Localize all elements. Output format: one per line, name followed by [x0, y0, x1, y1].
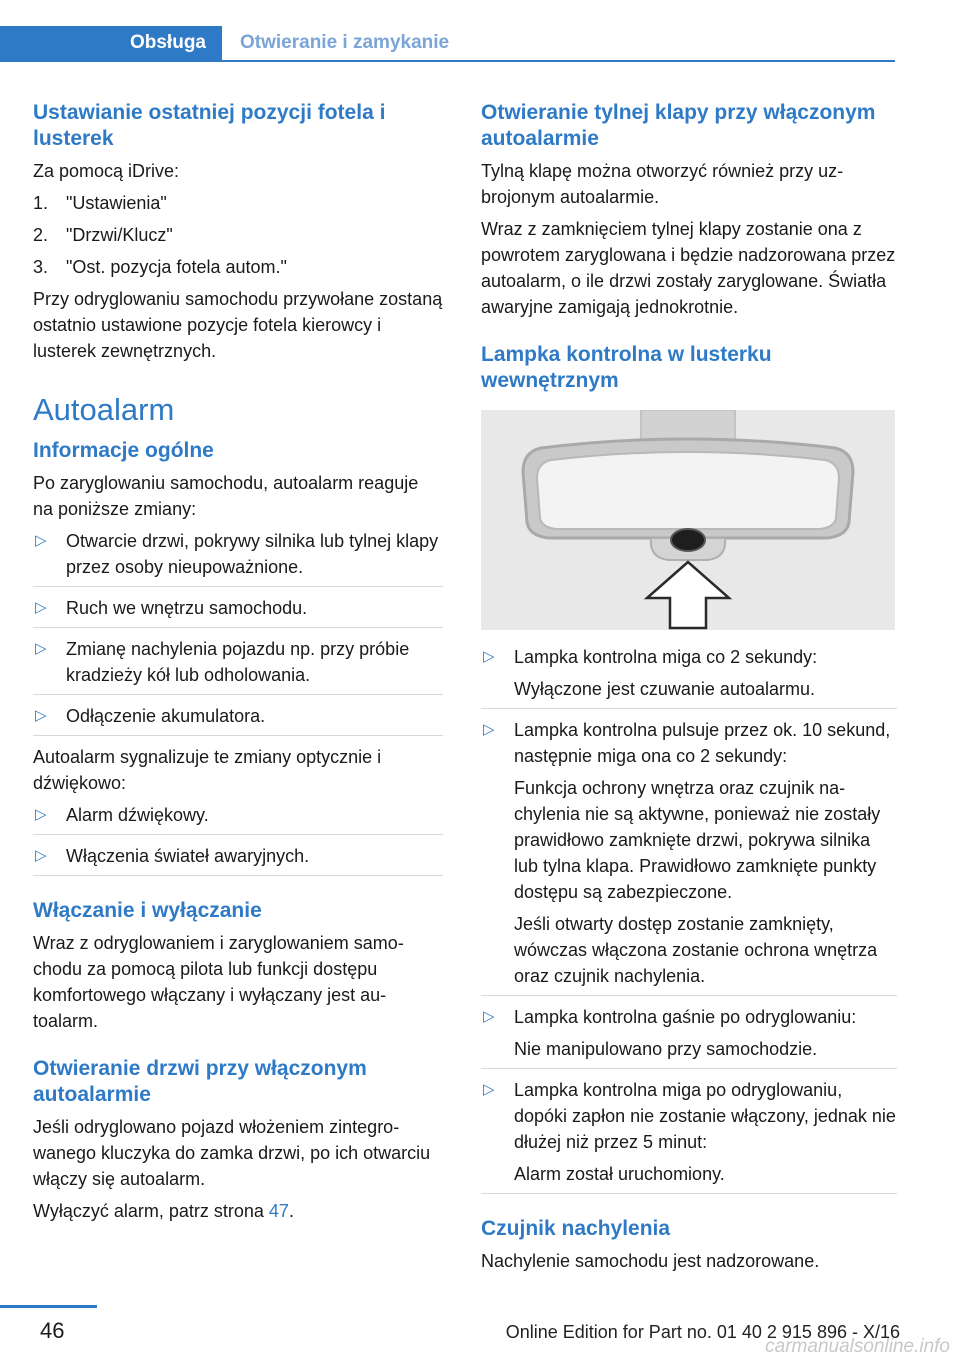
triangle-bullet-icon: ▷	[483, 1008, 495, 1025]
list-item: ▷ Lampka kontrolna pulsuje przez ok. 10 sekund, następnie miga ona co 2 sekundy: Funkcja ochrony wnętrza oraz czujnik nachylenia nie są aktywne, ponieważ nie zostały prawidłowo zamknięte drzwi, pokrywa silnika lub tylna klapa. Prawidłowo zamknięte punkty dostępu są zabezpieczone. Jeśli otwarty dostęp zostanie zamknięty, wówczas włączona zostanie ochrona wnętrza oraz czujnik nachylenia.	[481, 717, 897, 996]
footer-accent-line	[0, 1305, 97, 1308]
right-column	[481, 100, 897, 1280]
alarm-signals-list	[33, 802, 443, 876]
left-column	[33, 100, 443, 1230]
triangle-bullet-icon: ▷	[35, 532, 47, 549]
triangle-bullet-icon: ▷	[483, 721, 495, 738]
seat-memory-body: Przy odryglowaniu samochodu przywołane zostaną ostatnio ustawione pozycje fotela kierowcy i lusterek zewnętrznych.	[33, 289, 443, 361]
triangle-bullet-icon: ▷	[483, 1081, 495, 1098]
tab-section-label: Otwieranie i zamykanie	[240, 32, 450, 53]
list-item: ▷ Otwarcie drzwi, pokrywy silnika lub tylnej klapy przez osoby nieupoważnione.	[33, 528, 443, 587]
heading-seat-memory: Ustawianie ostatniej pozycji fotela i lusterek	[33, 101, 386, 150]
header-tabbar	[0, 26, 895, 62]
tab-obsluga-label: Obsługa	[129, 32, 206, 53]
indicator-states-list	[481, 644, 897, 1194]
triangle-bullet-icon: ▷	[35, 599, 47, 616]
footer-edition: Online Edition for Part no. 01 40 2 915 896 - X/16	[505, 1322, 900, 1342]
list-item: ▷ Lampka kontrolna miga co 2 sekundy: Wyłączone jest czuwanie autoalarmu.	[481, 644, 897, 709]
triangle-bullet-icon: ▷	[35, 847, 47, 864]
page-link[interactable]: 47	[268, 1201, 289, 1221]
heading-on-off: Włączanie i wyłączanie	[33, 899, 262, 922]
heading-autoalarm: Autoalarm	[33, 392, 175, 427]
tab-obsluga[interactable]	[0, 26, 222, 60]
list-item: 3. "Ost. pozycja fotela autom."	[33, 257, 287, 277]
triangle-bullet-icon: ▷	[35, 640, 47, 657]
disable-alarm-ref: Wyłączyć alarm, patrz strona 47.	[33, 1201, 294, 1221]
list-item: ▷ Alarm dźwiękowy.	[33, 802, 443, 835]
list-item: ▷ Zmianę nachylenia pojazdu np. przy próbie kradzieży kół lub odholowania.	[33, 636, 443, 695]
list-item: ▷ Lampka kontrolna gaśnie po odryglowaniu: Nie manipulowano przy samochodzie.	[481, 1004, 897, 1069]
on-off-body: Wraz z odryglowaniem i zaryglowaniem samochodu za pomocą pilota lub funkcji dostępu komfortowego włączany i wyłączany jest autoalarm.	[33, 933, 404, 1031]
triangle-bullet-icon: ▷	[35, 707, 47, 724]
heading-door-open-alarm: Otwieranie drzwi przy włączonym autoalarmie	[33, 1057, 367, 1106]
alarm-signal-body: Autoalarm sygnalizuje te zmiany optycznie i dźwiękowo:	[33, 747, 382, 793]
heading-tilt-sensor: Czujnik nachylenia	[481, 1217, 671, 1240]
seat-memory-steps	[33, 190, 443, 280]
list-item: ▷ Ruch we wnętrzu samochodu.	[33, 595, 443, 628]
tab-section[interactable]	[240, 26, 449, 60]
triangle-bullet-icon: ▷	[35, 806, 47, 823]
heading-indicator-lamp: Lampka kontrolna w lusterku wewnętrznym	[481, 343, 772, 392]
tilt-sensor-body: Nachylenie samochodu jest nadzorowane.	[481, 1251, 820, 1271]
list-item: ▷ Włączenia świateł awaryjnych.	[33, 843, 443, 876]
alarm-triggers-list	[33, 528, 443, 736]
list-item: 2. "Drzwi/Klucz"	[33, 225, 173, 245]
tailgate-alarm-p2: Wraz z zamknięciem tylnej klapy zostanie ona z powrotem zaryglowana i będzie nadzorowana przez autoalarm, o ile drzwi zostały zaryglowane. Światła awaryjne zamigają jednokrotnie.	[481, 219, 896, 317]
mirror-indicator-image	[481, 410, 895, 630]
tailgate-alarm-p1: Tylną klapę można otworzyć również przy uzbrojonym autoalarmie.	[481, 161, 844, 207]
watermark: carmanualsonline.info	[765, 1336, 950, 1357]
seat-memory-intro: Za pomocą iDrive:	[33, 161, 180, 181]
list-item: 1. "Ustawienia"	[33, 193, 167, 213]
page-number: 46	[40, 1318, 65, 1343]
list-item: ▷ Lampka kontrolna miga po odryglowaniu, dopóki zapłon nie zostanie włączony, jednak nie dłużej niż przez 5 minut: Alarm został uruchomiony.	[481, 1077, 897, 1194]
list-item: ▷ Odłączenie akumulatora.	[33, 703, 443, 736]
heading-general-info: Informacje ogólne	[33, 439, 214, 462]
triangle-bullet-icon: ▷	[483, 648, 495, 665]
heading-tailgate-alarm: Otwieranie tylnej klapy przy włączonym autoalarmie	[481, 101, 876, 150]
general-info-body: Po zaryglowaniu samochodu, autoalarm reaguje na poniższe zmiany:	[33, 473, 419, 519]
door-open-alarm-body: Jeśli odryglowano pojazd włożeniem zintegrowanego kluczyka do zamka drzwi, po ich otwarciu włączy się autoalarm.	[33, 1117, 431, 1189]
